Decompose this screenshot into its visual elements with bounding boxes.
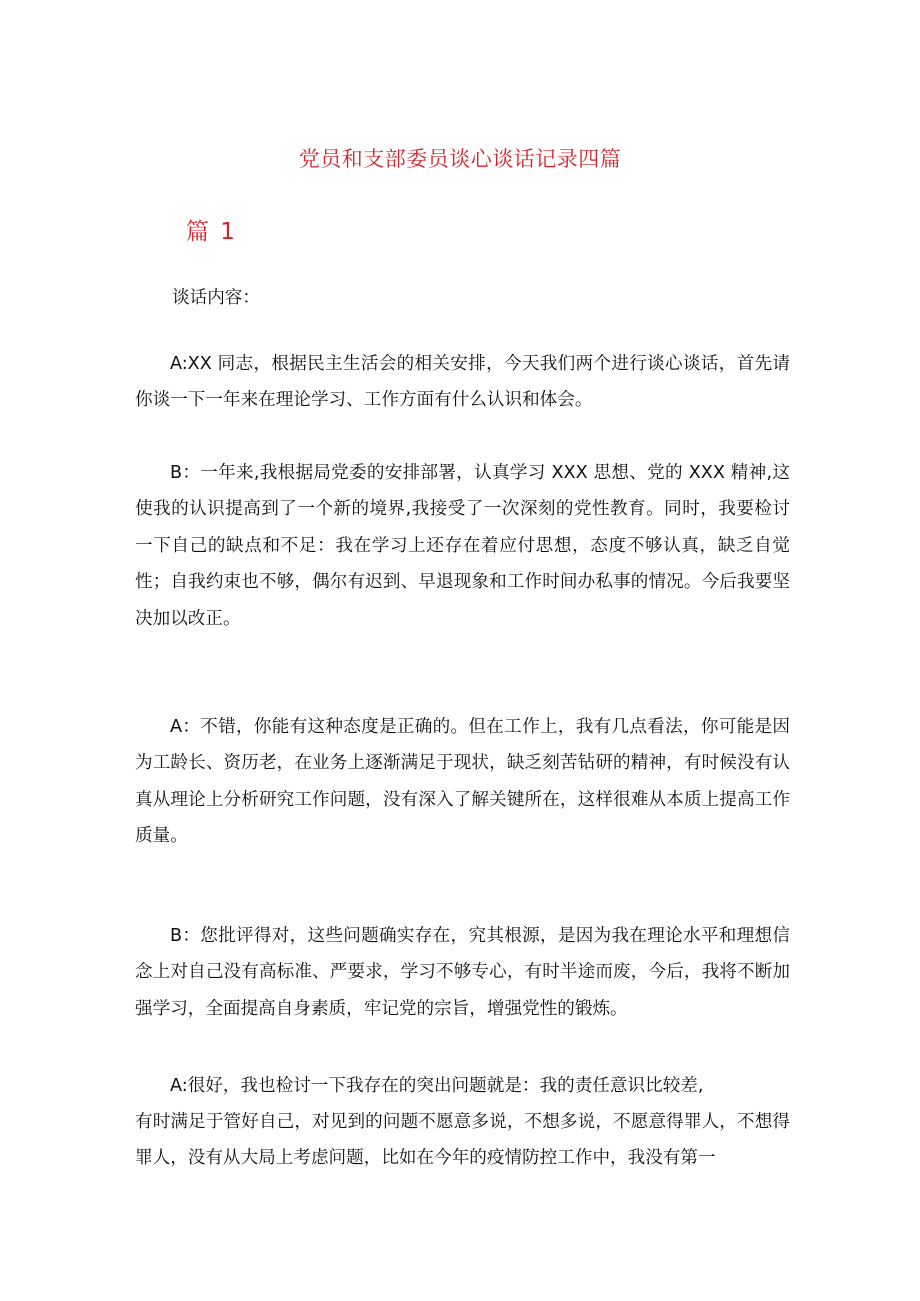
content-label: 谈话内容： <box>172 288 260 308</box>
paragraph-b1: B：一年来,我根据局党委的安排部署，认真学习 XXX 思想、党的 XXX 精神,这使我的认识提高到了一个新的境界,我接受了一次深刻的党性教育。同时，我要检讨一下自己的缺点和不足：我在学习上还存在着应付思想，态度不够认真，缺乏自觉性；自我约束也不够，偶尔有迟到、早退现象和工作时间办私事的情况。今后我要坚决加以改正。 <box>135 463 790 629</box>
paragraph-a2: A：不错，你能有这种态度是正确的。但在工作上，我有几点看法，你可能是因为工龄长、资历老，在业务上逐渐满足于现状，缺乏刻苦钻研的精神，有时候没有认真从理论上分析研究工作问题，没有深入了解关键所在，这样很难从本质上提高工作质量。 <box>135 717 790 847</box>
paragraph-a3-continued: 有时满足于管好自己，对见到的问题不愿意多说，不想多说，不愿意得罪人，不想得罪人，没有从大局上考虑问题，比如在今年的疫情防控工作中，我没有第一 <box>135 1112 790 1169</box>
section-heading: 篇 1 <box>186 219 237 245</box>
document-title: 党员和支部委员谈心谈话记录四篇 <box>298 147 622 171</box>
paragraph-a3-line1: A:很好，我也检讨一下我存在的突出问题就是：我的责任意识比较差, <box>170 1076 704 1096</box>
paragraph-b2: B：您批评得对，这些问题确实存在，究其根源，是因为我在理论水平和理想信念上对自己没有高标准、严要求，学习不够专心，有时半途而废，今后，我将不断加强学习，全面提高自身素质，牢记党的宗旨，增强党性的锻炼。 <box>135 926 790 1019</box>
paragraph-a1: A:XX 同志，根据民主生活会的相关安排，今天我们两个进行谈心谈话，首先请你谈一下一年来在理论学习、工作方面有什么认识和体会。 <box>135 354 790 411</box>
